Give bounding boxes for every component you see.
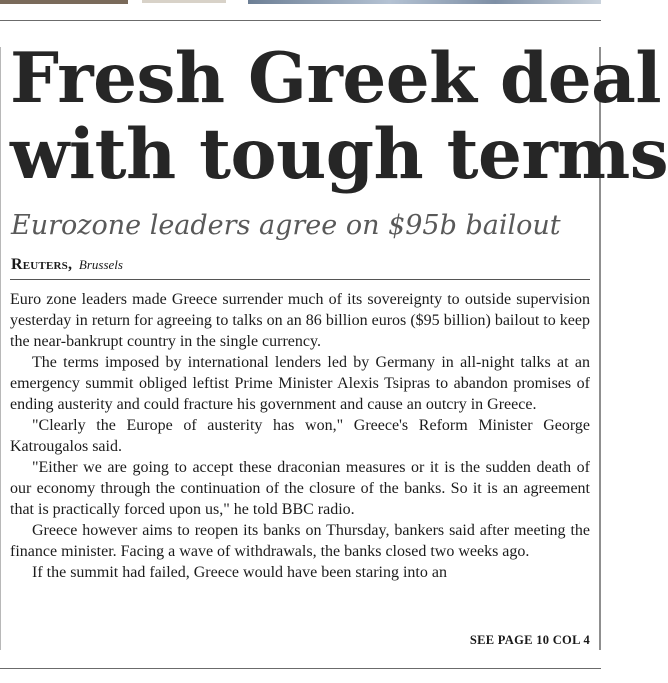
byline-place: Brussels: [78, 257, 123, 272]
paragraph-4: "Either we are going to accept these draconian measures or it is the sudden death of our economy through the continuation of the closure of the banks. So it is an agreement that is practically forced upon us," he told BBC radio.: [10, 459, 590, 518]
article-body: [10, 289, 590, 583]
byline-rule: [10, 279, 590, 280]
headline-line-1: Fresh Greek deal: [10, 38, 662, 119]
headline: [10, 38, 668, 195]
top-rule: [0, 20, 601, 21]
paragraph-1: Euro zone leaders made Greece surrender much of its sovereignty to outside supervision yesterday in return for agreeing to talks on an 86 billion euros ($95 billion) bailout to keep the near-bankrupt country in the single currency.: [10, 291, 590, 350]
paragraph-5: Greece however aims to reopen its banks on Thursday, bankers said after meeting the finance minister. Facing a wave of withdrawals, the banks closed two weeks ago.: [10, 522, 590, 560]
continued-jump-line: SEE PAGE 10 COL 4: [469, 633, 590, 647]
byline-agency: Reuters,: [11, 256, 73, 273]
paragraph-2: The terms imposed by international lenders led by Germany in all-night talks at an emergency summit obliged leftist Prime Minister Alexis Tsipras to abandon promises of ending austerity and could fracture his government and cause an outcry in Greece.: [10, 354, 590, 413]
photo-edge-right: [248, 0, 601, 4]
paragraph-3: "Clearly the Europe of austerity has won," Greece's Reform Minister George Katrougalos said.: [10, 417, 590, 455]
subheadline: Eurozone leaders agree on $95b bailout: [11, 210, 561, 241]
top-image-strip: [0, 0, 601, 4]
byline: [11, 256, 123, 274]
bottom-rule: [0, 668, 601, 669]
headline-line-2: with tough terms: [10, 114, 668, 195]
paragraph-6: If the summit had failed, Greece would have been staring into an: [32, 564, 447, 581]
photo-edge-left: [0, 0, 128, 4]
photo-edge-middle: [142, 0, 226, 3]
